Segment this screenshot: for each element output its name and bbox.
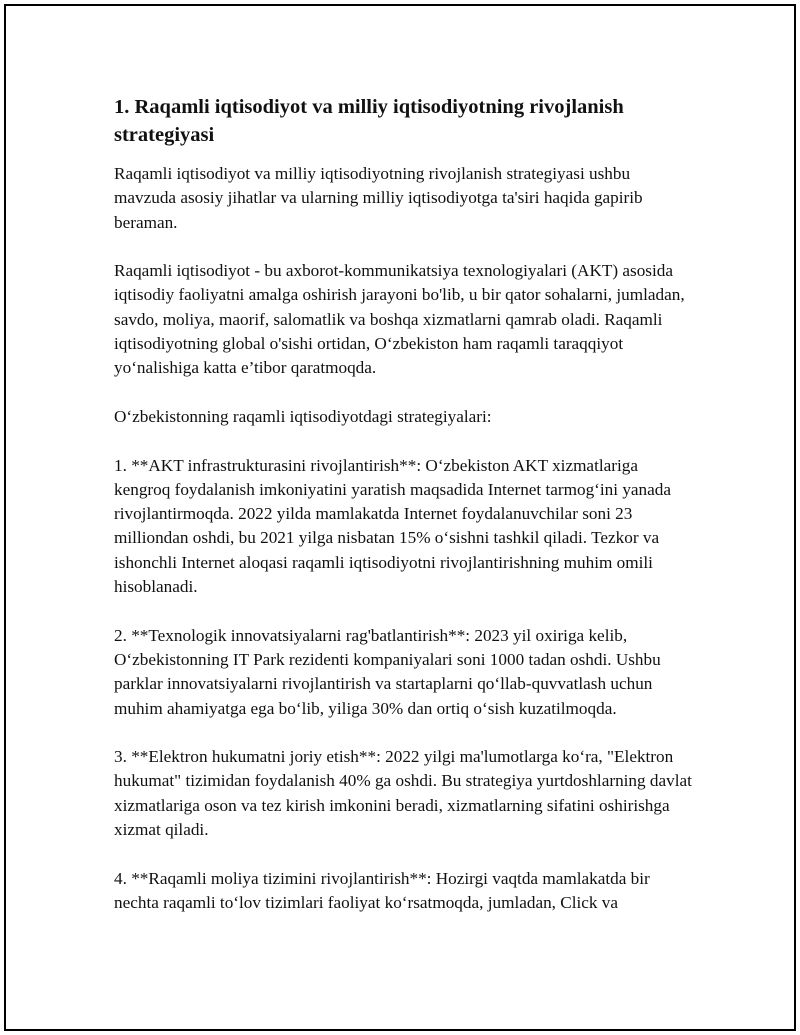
paragraph-strategy-2: 2. **Texnologik innovatsiyalarni rag'batlantirish**: 2023 yil oxiriga kelib, O‘zbekistonning IT Park rezidenti kompaniyalari soni 1000 tadan oshdi. Ushbu parklar innovatsiyalarni rivojlantirish va startaplarni qo‘llab-quvvatlash uchun muhim ahamiyatga ega bo‘lib, yiliga 30% dan ortiq o‘sish kuzatilmoqda.: [114, 625, 661, 718]
paragraph-strategies-lead: O‘zbekistonning raqamli iqtisodiyotdagi strategiyalari:: [114, 406, 492, 426]
document-heading: 1. Raqamli iqtisodiyot va milliy iqtisodiyotning rivojlanish strategiyasi: [114, 96, 624, 146]
document-body: [114, 93, 694, 940]
paragraph-strategy-1: 1. **AKT infrastrukturasini rivojlantirish**: O‘zbekiston AKT xizmatlariga kengroq foydalanish imkoniyatini yaratish maqsadida Internet tarmog‘ini yanada rivojlantirmoqda. 2022 yilda mamlakatda Internet foydalanuvchilar soni 23 milliondan oshdi, bu 2021 yilga nisbatan 15% o‘sishni tashkil qiladi. Tezkor va ishonchli Internet aloqasi raqamli iqtisodiyotni rivojlantirishning muhim omili hisoblanadi.: [114, 455, 671, 597]
paragraph-intro: Raqamli iqtisodiyot va milliy iqtisodiyotning rivojlanish strategiyasi ushbu mavzuda asosiy jihatlar va ularning milliy iqtisodiyotga ta'siri haqida gapirib beraman.: [114, 164, 643, 232]
paragraph-strategy-4: 4. **Raqamli moliya tizimini rivojlantirish**: Hozirgi vaqtda mamlakatda bir nechta raqamli to‘lov tizimlari faoliyat ko‘rsatmoqda, jumladan, Click va: [114, 868, 650, 912]
paragraph-strategy-3: 3. **Elektron hukumatni joriy etish**: 2022 yilgi ma'lumotlarga ko‘ra, "Elektron hukumat" tizimidan foydalanish 40% ga oshdi. Bu strategiya yurtdoshlarning davlat xizmatlariga oson va tez kirish imkonini beradi, xizmatlarning sifatini oshirishga xizmat qiladi.: [114, 747, 692, 840]
paragraph-definition: Raqamli iqtisodiyot - bu axborot-kommunikatsiya texnologiyalari (AKT) asosida iqtisodiy faoliyatni amalga oshirish jarayoni bo'lib, u bir qator sohalarni, jumladan, savdo, moliya, maorif, salomatlik va boshqa xizmatlarni qamrab oladi. Raqamli iqtisodiyotning global o'sishi ortidan, O‘zbekiston ham raqamli taraqqiyot yo‘nalishiga katta e’tibor qaratmoqda.: [114, 261, 685, 378]
